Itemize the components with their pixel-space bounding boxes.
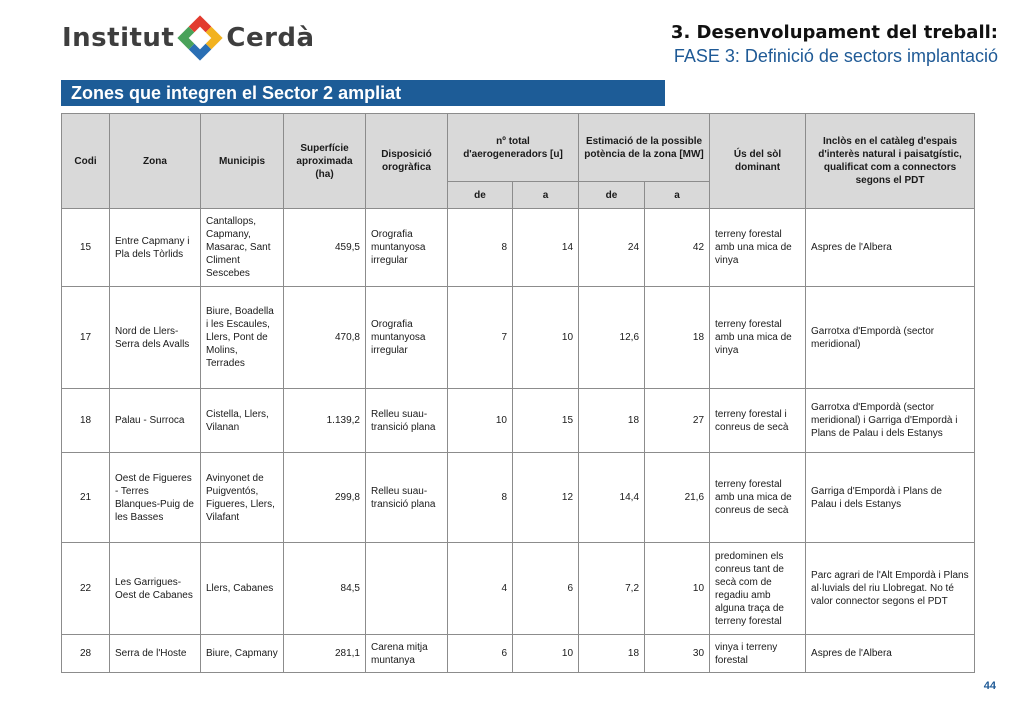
- header-aerogeneradors: nº total d'aerogeneradors [u]: [448, 114, 579, 182]
- cell-superficie: 470,8: [284, 287, 366, 389]
- cell-codi: 15: [62, 209, 110, 287]
- cell-cataleg: Garriga d'Empordà i Plans de Palau i dels Estanys: [806, 453, 975, 543]
- cell-pot-de: 18: [579, 389, 645, 453]
- cell-pot-de: 24: [579, 209, 645, 287]
- header-potencia: Estimació de la possible potència de la zona [MW]: [579, 114, 710, 182]
- cell-codi: 21: [62, 453, 110, 543]
- cell-pot-a: 42: [645, 209, 710, 287]
- cell-cataleg: Parc agrari de l'Alt Empordà i Plans al·luvials del riu Llobregat. No té valor connector segons el PDT: [806, 543, 975, 635]
- cell-codi: 22: [62, 543, 110, 635]
- cell-zona: Oest de Figueres - Terres Blanques-Puig de les Basses: [110, 453, 201, 543]
- logo-right-word: Cerdà: [226, 23, 315, 53]
- header-cataleg: Inclòs en el catàleg d'espais d'interès natural i paisatgístic, qualificat com a connectors segons el PDT: [806, 114, 975, 209]
- cell-us-sol: terreny forestal amb una mica de vinya: [710, 209, 806, 287]
- logo-left-word: Institut: [62, 23, 175, 53]
- cell-municipis: Biure, Boadella i les Escaules, Llers, Pont de Molins, Terrades: [201, 287, 284, 389]
- cell-aero-a: 12: [513, 453, 579, 543]
- cell-codi: 17: [62, 287, 110, 389]
- cell-aero-de: 8: [448, 453, 513, 543]
- cell-zona: Serra de l'Hoste: [110, 635, 201, 673]
- cell-aero-a: 10: [513, 635, 579, 673]
- cell-us-sol: vinya i terreny forestal: [710, 635, 806, 673]
- cell-disposicio: [366, 543, 448, 635]
- header-us-sol: Ús del sòl dominant: [710, 114, 806, 209]
- page-number: 44: [983, 680, 996, 692]
- page-header: [671, 22, 998, 67]
- cell-disposicio: Relleu suau-transició plana: [366, 453, 448, 543]
- cell-codi: 18: [62, 389, 110, 453]
- cell-pot-a: 30: [645, 635, 710, 673]
- header-disposicio: Disposició orogràfica: [366, 114, 448, 209]
- header-superficie: Superfície aproximada (ha): [284, 114, 366, 209]
- cell-pot-a: 10: [645, 543, 710, 635]
- header-municipis: Municipis: [201, 114, 284, 209]
- institut-cerda-logo: [62, 18, 315, 58]
- cell-us-sol: predominen els conreus tant de secà com de regadiu amb alguna traça de terreny forestal: [710, 543, 806, 635]
- table-row: [62, 543, 975, 635]
- phase-prefix: FASE 3:: [673, 46, 740, 66]
- cell-municipis: Avinyonet de Puigventós, Figueres, Llers, Vilafant: [201, 453, 284, 543]
- table-row: [62, 287, 975, 389]
- cell-aero-a: 15: [513, 389, 579, 453]
- table-row: [62, 453, 975, 543]
- cell-superficie: 84,5: [284, 543, 366, 635]
- cell-zona: Nord de Llers-Serra dels Avalls: [110, 287, 201, 389]
- cell-aero-de: 10: [448, 389, 513, 453]
- cell-aero-de: 6: [448, 635, 513, 673]
- cell-aero-a: 10: [513, 287, 579, 389]
- cell-pot-de: 18: [579, 635, 645, 673]
- cell-us-sol: terreny forestal amb una mica de vinya: [710, 287, 806, 389]
- cell-zona: Entre Capmany i Pla dels Tòrlids: [110, 209, 201, 287]
- cell-zona: Les Garrigues-Oest de Cabanes: [110, 543, 201, 635]
- header-aero-de: de: [448, 182, 513, 209]
- section-title: 3. Desenvolupament del treball:: [670, 22, 998, 43]
- cell-superficie: 459,5: [284, 209, 366, 287]
- cell-pot-de: 14,4: [579, 453, 645, 543]
- cell-pot-a: 18: [645, 287, 710, 389]
- cell-cataleg: Aspres de l'Albera: [806, 635, 975, 673]
- cell-pot-a: 21,6: [645, 453, 710, 543]
- cell-codi: 28: [62, 635, 110, 673]
- cell-disposicio: Orografia muntanyosa irregular: [366, 287, 448, 389]
- cell-us-sol: terreny forestal i conreus de secà: [710, 389, 806, 453]
- header-pot-de: de: [579, 182, 645, 209]
- cell-aero-de: 8: [448, 209, 513, 287]
- cell-cataleg: Garrotxa d'Empordà (sector meridional) i Garriga d'Empordà i Plans de Palau i dels Estanys: [806, 389, 975, 453]
- cell-disposicio: Relleu suau-transició plana: [366, 389, 448, 453]
- cell-superficie: 281,1: [284, 635, 366, 673]
- cell-zona: Palau - Surroca: [110, 389, 201, 453]
- table-row: [62, 389, 975, 453]
- cell-aero-de: 4: [448, 543, 513, 635]
- cell-municipis: Biure, Capmany: [201, 635, 284, 673]
- cell-cataleg: Aspres de l'Albera: [806, 209, 975, 287]
- logo-mark-icon: [178, 15, 223, 60]
- table-row: [62, 209, 975, 287]
- cell-us-sol: terreny forestal amb una mica de conreus de secà: [710, 453, 806, 543]
- header-pot-a: a: [645, 182, 710, 209]
- cell-disposicio: Carena mitja muntanya: [366, 635, 448, 673]
- cell-superficie: 299,8: [284, 453, 366, 543]
- cell-pot-a: 27: [645, 389, 710, 453]
- cell-municipis: Cistella, Llers, Vilanan: [201, 389, 284, 453]
- header-zona: Zona: [110, 114, 201, 209]
- table-row: [62, 635, 975, 673]
- phase-title: [671, 46, 998, 67]
- cell-disposicio: Orografia muntanyosa irregular: [366, 209, 448, 287]
- cell-pot-de: 7,2: [579, 543, 645, 635]
- cell-aero-de: 7: [448, 287, 513, 389]
- cell-superficie: 1.139,2: [284, 389, 366, 453]
- cell-pot-de: 12,6: [579, 287, 645, 389]
- cell-municipis: Llers, Cabanes: [201, 543, 284, 635]
- cell-aero-a: 14: [513, 209, 579, 287]
- cell-municipis: Cantallops, Capmany, Masarac, Sant Climent Sescebes: [201, 209, 284, 287]
- header-aero-a: a: [513, 182, 579, 209]
- table-banner-title: Zones que integren el Sector 2 ampliat: [61, 80, 665, 106]
- cell-cataleg: Garrotxa d'Empordà (sector meridional): [806, 287, 975, 389]
- header-codi: Codi: [62, 114, 110, 209]
- phase-name: Definició de sectors implantació: [744, 46, 998, 66]
- cell-aero-a: 6: [513, 543, 579, 635]
- sector-zones-table: [61, 113, 975, 673]
